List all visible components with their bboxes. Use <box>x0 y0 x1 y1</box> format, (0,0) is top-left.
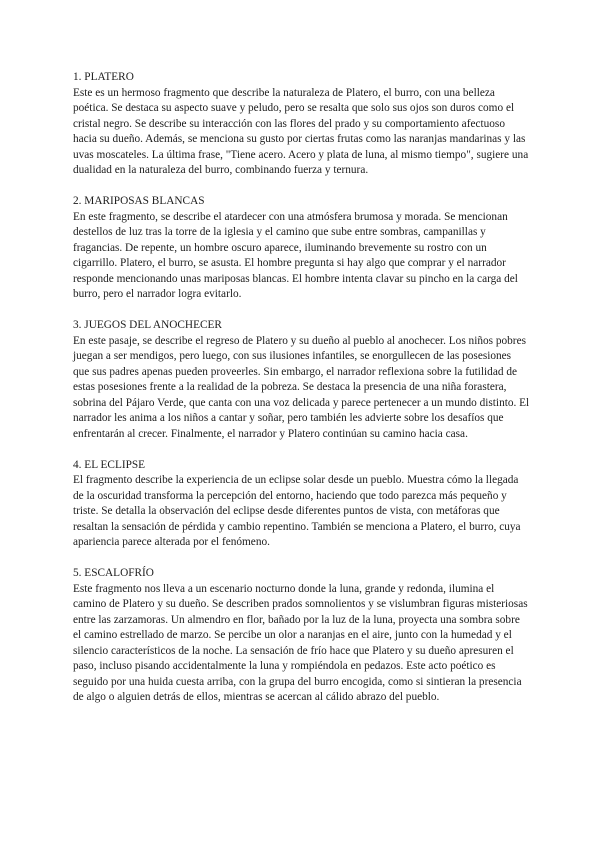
section-heading: 4. EL ECLIPSE <box>73 458 146 471</box>
section-escalofrio <box>73 566 530 706</box>
section-heading: 1. PLATERO <box>73 71 134 83</box>
document-page <box>73 70 530 721</box>
section-body: En este pasaje, se describe el regreso de Platero y su dueño al pueblo al anochecer. Los niños pobres juegan a ser mendigos, pero luego, con sus ilusiones infantiles, se enorgullecen de las posesiones que sus padres apenas pueden proveerles. Sin embargo, el narrador reflexiona sobre la futilidad de estas posesiones frente a la realidad de la pobreza. Se destaca la presencia de una niña forastera, sobrina del Pájaro Verde, que canta con una voz delicada y parece pertenecer a un mundo distinto. El narrador les anima a los niños a cantar y soñar, pero también les advierte sobre los desafíos que enfrentarán al crecer. Finalmente, el narrador y Platero continúan su camino hacia casa. <box>73 334 530 440</box>
section-mariposas-blancas <box>73 194 530 303</box>
section-body: En este fragmento, se describe el atardecer con una atmósfera brumosa y morada. Se mencionan destellos de luz tras la torre de la iglesia y el camino que sube entre sombras, campanillas y fragancias. De repente, un hombre oscuro aparece, iluminando brevemente su rostro con un cigarrillo. Platero, el burro, se asusta. El hombre pregunta si hay algo que comprar y el narrador responde mencionando unas mariposas blancas. El hombre intenta clavar su pincho en la carga del burro, pero el narrador logra evitarlo. <box>73 210 518 300</box>
section-heading: 5. ESCALOFRÍO <box>73 567 154 579</box>
section-body: El fragmento describe la experiencia de un eclipse solar desde un pueblo. Muestra cómo la llegada de la oscuridad transforma la percepción del entorno, haciendo que todo parezca más pequeño y triste. Se detalla la observación del eclipse desde diferentes puntos de vista, con metáforas que resaltan la sensación de pérdida y cambio repentino. También se menciona a Platero, el burro, cuya apariencia parece alterada por el fenómeno. <box>73 474 521 548</box>
section-el-eclipse <box>73 458 530 551</box>
section-juegos-del-anochecer <box>73 318 530 442</box>
section-body: Este fragmento nos lleva a un escenario nocturno donde la luna, grande y redonda, ilumina el camino de Platero y su dueño. Se describen prados somnolientos y se vislumbran figuras misteriosas entre las zarzamoras. Un almendro en flor, bañado por la luz de la luna, proyecta una sombra sobre el camino estrellado de marzo. Se percibe un olor a naranjas en el aire, junto con la humedad y el silencio característicos de la noche. La sensación de frío hace que Platero y su dueño apresuren el paso, incluso pisando accidentalmente la luna y rompiéndola en pedazos. Este acto poético es seguido por una huida cuesta arriba, con la grupa del burro encogida, como si sintieran la presencia de algo o alguien detrás de ellos, mientras se acercan al cálido abrazo del pueblo. <box>73 582 528 703</box>
section-heading: 2. MARIPOSAS BLANCAS <box>73 195 205 207</box>
section-heading: 3. JUEGOS DEL ANOCHECER <box>73 319 222 331</box>
section-platero <box>73 70 530 179</box>
section-body: Este es un hermoso fragmento que describe la naturaleza de Platero, el burro, con una belleza poética. Se destaca su aspecto suave y peludo, pero se resalta que solo sus ojos son duros como el cristal negro. Se describe su interacción con las flores del prado y su comportamiento afectuoso hacia su dueño. Además, se menciona su gusto por ciertas frutas como las naranjas mandarinas y las uvas moscateles. La última frase, "Tiene acero. Acero y plata de luna, al mismo tiempo", sugiere una dualidad en la naturaleza del burro, combinando fuerza y ternura. <box>73 86 529 176</box>
